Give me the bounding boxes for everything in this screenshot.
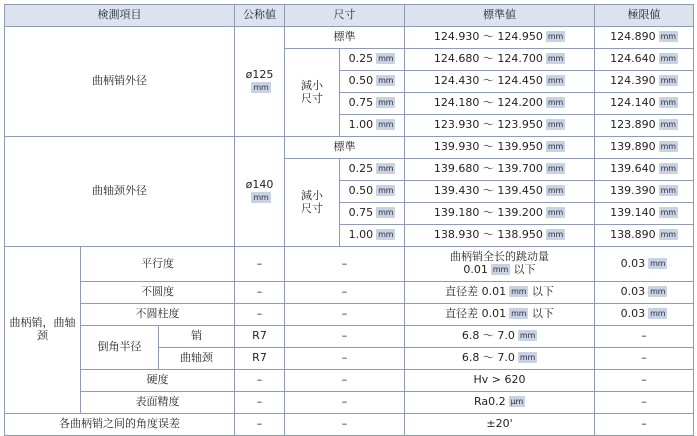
limit-value-text: 124.390 (610, 74, 656, 88)
limit-value (595, 71, 694, 93)
table-row (5, 414, 694, 436)
unit-mm: mm (650, 309, 666, 319)
unit-mm: mm (519, 353, 536, 363)
unit-mm: mm (547, 98, 564, 108)
standard-value-tail: 以下 (531, 285, 554, 299)
limit-value-text: 0.03 (620, 256, 646, 270)
limit-value (595, 27, 694, 49)
standard-value (405, 159, 595, 181)
size-value: – (285, 282, 405, 304)
unit-mm: mm (660, 32, 676, 42)
limit-value: – (595, 326, 694, 348)
nominal-value: – (235, 282, 285, 304)
standard-value (405, 225, 595, 247)
limit-value (595, 115, 694, 137)
unit-mm: mm (253, 192, 269, 202)
limit-value-text: 138.890 (610, 228, 656, 242)
size-step (340, 159, 405, 181)
nominal-value: – (235, 392, 285, 414)
size-step-text: 0.75 (348, 96, 374, 110)
nominal-value: R7 (235, 326, 285, 348)
size-value: – (285, 326, 405, 348)
unit-mm: mm (378, 120, 394, 130)
standard-value (405, 27, 595, 49)
standard-line1: 曲柄销全长的跳动量 (450, 250, 549, 264)
standard-value-text: 6.8 ～ 7.0 (461, 329, 515, 343)
nominal-value-text: ø125 (245, 67, 274, 81)
standard-value-text: 139.930 ～ 139.950 (433, 140, 543, 154)
standard-value-text: 124.430 ～ 124.450 (433, 74, 543, 88)
limit-value (595, 137, 694, 159)
size-value: – (285, 392, 405, 414)
unit-mm: mm (660, 54, 676, 64)
standard-line2-text: 0.01 (463, 263, 488, 276)
limit-value-text: 124.640 (610, 52, 656, 66)
standard-value (405, 203, 595, 225)
unit-mm: mm (650, 258, 666, 268)
standard-value (405, 247, 595, 282)
nominal-value: – (235, 370, 285, 392)
unit-mm: mm (378, 98, 394, 108)
unit-mm: mm (378, 164, 394, 174)
unit-mm: mm (253, 82, 269, 92)
size-value: – (285, 304, 405, 326)
unit-mm: mm (511, 309, 527, 319)
item-chamfer-journal: 曲轴颈 (159, 348, 235, 370)
item-out-of-roundness: 不圆度 (81, 282, 235, 304)
standard-value-text: 139.680 ～ 139.700 (433, 162, 543, 176)
standard-value-text: 139.430 ～ 139.450 (433, 184, 543, 198)
unit-micrometer: μm (510, 397, 524, 407)
unit-mm: mm (660, 186, 676, 196)
size-value: – (285, 348, 405, 370)
standard-value (405, 49, 595, 71)
table-row (5, 326, 694, 348)
unit-mm: mm (378, 76, 394, 86)
standard-value (405, 93, 595, 115)
limit-value: – (595, 414, 694, 436)
limit-value: – (595, 392, 694, 414)
standard-value (405, 304, 595, 326)
limit-value-text: 124.890 (610, 30, 656, 44)
unit-mm: mm (660, 142, 676, 152)
unit-mm: mm (547, 164, 564, 174)
limit-value-text: 139.640 (610, 162, 656, 176)
item-surface-finish: 表面精度 (81, 392, 235, 414)
unit-mm: mm (660, 120, 676, 130)
limit-value (595, 282, 694, 304)
limit-value-text: 124.140 (610, 96, 656, 110)
standard-value-text: 123.930 ～ 123.950 (433, 118, 543, 132)
table-row (5, 137, 694, 159)
size-step-text: 1.00 (348, 228, 374, 242)
unit-mm: mm (660, 208, 676, 218)
standard-value-tail: 以下 (531, 307, 554, 321)
group-label-pin-journal: 曲柄销，曲轴颈 (5, 247, 81, 414)
size-step-text: 0.75 (348, 206, 374, 220)
standard-value (405, 282, 595, 304)
unit-mm: mm (660, 76, 676, 86)
table-row (5, 282, 694, 304)
standard-value-text: 124.930 ～ 124.950 (433, 30, 543, 44)
table-row (5, 27, 694, 49)
nominal-value: R7 (235, 348, 285, 370)
standard-line2 (405, 264, 594, 277)
unit-mm: mm (547, 32, 564, 42)
standard-value: Hv > 620 (405, 370, 595, 392)
size-step (340, 181, 405, 203)
header-size: 尺寸 (285, 5, 405, 27)
limit-value (595, 247, 694, 282)
limit-value (595, 49, 694, 71)
size-step-text: 0.50 (348, 74, 374, 88)
size-step (340, 93, 405, 115)
standard-value-text: 6.8 ～ 7.0 (461, 351, 515, 365)
limit-value-text: 123.890 (610, 118, 656, 132)
nominal-crankpin-od (235, 27, 285, 137)
unit-mm: mm (660, 230, 676, 240)
size-reduce-label: 減小 尺寸 (285, 159, 340, 247)
limit-value-text: 0.03 (620, 285, 646, 299)
size-step (340, 203, 405, 225)
unit-mm: mm (547, 142, 564, 152)
size-step (340, 115, 405, 137)
group-label-crankpin-od: 曲柄销外径 (5, 27, 235, 137)
size-step (340, 225, 405, 247)
limit-value-text: 139.140 (610, 206, 656, 220)
size-reduce-label: 減小 尺寸 (285, 49, 340, 137)
size-value: – (285, 247, 405, 282)
unit-mm: mm (547, 54, 564, 64)
nominal-journal-od (235, 137, 285, 247)
size-standard-label: 標準 (285, 137, 405, 159)
standard-value (405, 392, 595, 414)
limit-value (595, 93, 694, 115)
size-value: – (285, 414, 405, 436)
unit-mm: mm (519, 331, 536, 341)
size-step-text: 1.00 (348, 118, 374, 132)
item-angle-error-between-pins: 各曲柄销之间的角度误差 (5, 414, 235, 436)
limit-value (595, 159, 694, 181)
limit-value: – (595, 348, 694, 370)
size-step (340, 71, 405, 93)
standard-value (405, 137, 595, 159)
nominal-value: – (235, 414, 285, 436)
limit-value-text: 139.390 (610, 184, 656, 198)
standard-value (405, 115, 595, 137)
nominal-value-text: ø140 (245, 177, 274, 191)
standard-value: ±20' (405, 414, 595, 436)
unit-mm: mm (547, 208, 564, 218)
header-limit-value: 極限値 (595, 5, 694, 27)
group-label-journal-od: 曲轴颈外径 (5, 137, 235, 247)
size-value: – (285, 370, 405, 392)
item-out-of-cylindricity: 不圆柱度 (81, 304, 235, 326)
unit-mm: mm (547, 230, 564, 240)
standard-line2-tail: 以下 (513, 263, 536, 276)
size-step-text: 0.25 (348, 162, 374, 176)
unit-mm: mm (378, 230, 394, 240)
standard-value-text: 直径差 0.01 (445, 285, 507, 299)
inspection-spec-table (4, 4, 694, 436)
table-row (5, 392, 694, 414)
size-step (340, 49, 405, 71)
unit-mm: mm (547, 186, 564, 196)
standard-value-text: Ra0.2 (473, 395, 506, 409)
nominal-value: – (235, 247, 285, 282)
header-inspection-item: 検測項目 (5, 5, 235, 27)
size-standard-label: 標準 (285, 27, 405, 49)
standard-value-text: 138.930 ～ 138.950 (433, 228, 543, 242)
table-row (5, 370, 694, 392)
size-step-text: 0.25 (348, 52, 374, 66)
header-nominal-value: 公称値 (235, 5, 285, 27)
table-row (5, 304, 694, 326)
table-header-row (5, 5, 694, 27)
limit-value (595, 304, 694, 326)
table-row (5, 247, 694, 282)
unit-mm: mm (660, 98, 676, 108)
standard-value (405, 348, 595, 370)
standard-value (405, 181, 595, 203)
limit-value (595, 203, 694, 225)
limit-value (595, 225, 694, 247)
standard-value (405, 71, 595, 93)
item-chamfer-pin: 销 (159, 326, 235, 348)
item-parallelism: 平行度 (81, 247, 235, 282)
standard-value-text: 124.680 ～ 124.700 (433, 52, 543, 66)
standard-value (405, 326, 595, 348)
limit-value (595, 181, 694, 203)
limit-value: – (595, 370, 694, 392)
limit-value-text: 139.890 (610, 140, 656, 154)
unit-mm: mm (378, 54, 394, 64)
standard-value-text: 直径差 0.01 (445, 307, 507, 321)
standard-value-text: 124.180 ～ 124.200 (433, 96, 543, 110)
size-step-text: 0.50 (348, 184, 374, 198)
header-standard-value: 標準値 (405, 5, 595, 27)
item-hardness: 硬度 (81, 370, 235, 392)
item-chamfer-radius: 倒角半径 (81, 326, 159, 370)
unit-mm: mm (547, 120, 564, 130)
limit-value-text: 0.03 (620, 307, 646, 321)
unit-mm: mm (378, 186, 394, 196)
unit-mm: mm (378, 208, 394, 218)
nominal-value: – (235, 304, 285, 326)
unit-mm: mm (650, 287, 666, 297)
unit-mm: mm (492, 265, 509, 274)
standard-value-text: 139.180 ～ 139.200 (433, 206, 543, 220)
unit-mm: mm (547, 76, 564, 86)
unit-mm: mm (511, 287, 527, 297)
unit-mm: mm (660, 164, 676, 174)
